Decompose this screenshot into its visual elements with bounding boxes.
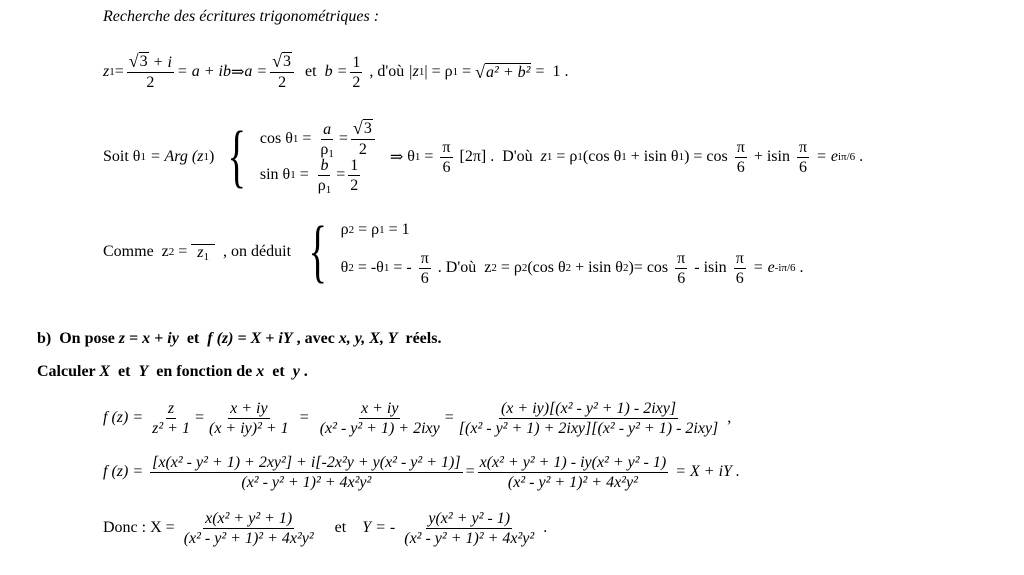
arg-text: = Arg (z — [145, 148, 204, 165]
donc-label: Donc : X = — [103, 519, 179, 536]
on-deduit-text: , on déduit — [215, 243, 296, 260]
numerator: x(x² + y² + 1) - iy(x² + y² - 1) — [479, 453, 667, 471]
numerator: z — [167, 399, 175, 417]
section-title-text: Recherche des écritures trigonométriques : — [103, 8, 380, 25]
equals-one: = 1 . — [531, 63, 569, 80]
denominator: 6 — [442, 158, 451, 176]
b-equals: b = — [324, 63, 348, 80]
numerator: π — [677, 249, 686, 267]
denominator: 6 — [420, 269, 429, 287]
f-definition: f (z) = X + iY — [207, 330, 293, 347]
modulus-close: | = ρ — [424, 63, 453, 80]
pi-over-6 — [419, 249, 431, 288]
fz-expansion-line-1: f (z) = $\frac{z}{\text{z² + 1}}$ = $\frac{x + iy}{\text{(x + iy)² + 1}}$ = $\frac{x + iy}{\text{(x² - y² + 1) + 2ixy}}$ = $\frac{\text{(x + iy)[(x² - y² + 1) - 2ixy]}}{\text{[(x² - y² + 1) + 2ixy][(x² - y² + 1) - 2ixy]}}$ , — [103, 399, 732, 437]
numerator: b — [320, 156, 329, 174]
b-over-rho — [316, 156, 333, 195]
z1-conjugate — [191, 244, 215, 261]
z-over-z2plus1 — [150, 399, 192, 438]
z2-line: Comme z 2 = $z_1$ , on déduit { ρ 2 = ρ 1 = 1 θ 2 = -θ 1 = - $\frac{\pi}{6}$ . D'où z 2 = ρ 2 (cos θ 2 + isin θ 2 )= cos $\frac{\pi}{6}$ - isin $\frac{\pi}{6}$ = e -iπ/6 . — [103, 213, 804, 290]
cos-text: ) = cos — [684, 148, 732, 165]
denominator: 2 — [350, 176, 359, 194]
part-b-heading — [37, 330, 441, 348]
comme-text: Comme z — [103, 243, 169, 260]
X-fraction — [182, 509, 316, 548]
z1-definition-line: z 1 = √ 3 + i 2 = a + ib ⇒ a = √ 3 2 et b = $\frac{1}{2}$ , d'où |z 1 | = ρ 1 = √ a² + b² = 1 . — [103, 51, 569, 91]
et-word: et — [318, 519, 363, 536]
Y-lhs: Y = - — [362, 519, 400, 536]
conjugate-fraction — [457, 399, 720, 438]
equals-one: = 1 — [384, 221, 410, 238]
fz-expansion-line-2: f (z) = $\frac{\text{[x(x² - y² + 1) + 2xy²] + i[-2x²y + y(x² - y² + 1)]}}{\text{(x² - y² + 1)² + 4x²y²}}$ = $\frac{\text{x(x² + y² + 1) - iy(x² + y² - 1)}}{\text{(x² - y² + 1)² + 4x²y²}}$ = X + iY . — [103, 453, 740, 491]
z-definition: z = x + iy — [118, 330, 179, 347]
denominator: 2 — [352, 73, 361, 91]
z-symbol: z — [197, 243, 204, 261]
isin-text: - isin — [690, 259, 731, 276]
a-equals: a = — [244, 63, 268, 80]
denominator: (x² - y² + 1)² + 4x²y² — [183, 529, 314, 547]
z1-symbol: z — [103, 63, 110, 80]
numerator: (x + iy)[(x² - y² + 1) - 2ixy] — [500, 399, 677, 417]
rho-eq: = ρ — [354, 221, 380, 238]
denominator: (x + iy)² + 1 — [208, 419, 289, 437]
cos-theta: cos θ — [259, 130, 293, 147]
rho: ρ — [340, 221, 349, 238]
denominator: 2 — [278, 74, 287, 91]
left-brace: { — [308, 213, 328, 290]
en-fonction-text: en fonction de — [148, 363, 257, 380]
period: . — [855, 148, 864, 165]
modulus-open: |z — [408, 63, 419, 80]
sqrt-content: a² + b² — [486, 63, 531, 81]
reels-word: réels. — [397, 330, 442, 347]
arg-close: ) — [208, 148, 215, 165]
denominator: (x² - y² + 1)² + 4x²y² — [507, 473, 638, 491]
calc-heading — [37, 363, 308, 381]
cos-text: )= cos — [628, 259, 673, 276]
y-symbol: y — [292, 363, 300, 380]
dou-word: , d'où — [365, 63, 409, 80]
one-over-2 — [348, 156, 360, 195]
section-title — [103, 8, 379, 26]
numerator: y(x² + y² - 1) — [428, 509, 511, 527]
numerator: x + iy — [361, 399, 399, 417]
fz-lhs: f (z) = — [103, 463, 148, 480]
a-plus-ib: = a + ib — [176, 63, 231, 80]
pi-over-6 — [797, 138, 809, 177]
pi-over-6 — [675, 249, 687, 288]
X-symbol: X — [99, 363, 111, 380]
period: . — [539, 519, 548, 536]
b-fraction — [350, 53, 362, 92]
numerator: [x(x² - y² + 1) + 2xy²] + i[-2x²y + y(x² - y² + 1)] — [152, 453, 461, 471]
denominator: (x² - y² + 1)² + 4x²y² — [404, 529, 535, 547]
sqrt-3: 3 — [283, 53, 292, 70]
numerator: 1 — [352, 53, 361, 71]
pi-over-6 — [440, 138, 452, 177]
denominator: 6 — [736, 158, 745, 176]
cos-part: (cos θ — [527, 259, 566, 276]
subscript: 1 — [203, 250, 210, 263]
numerator: π — [420, 249, 429, 267]
numerator: π — [442, 138, 451, 156]
Y-symbol: Y — [138, 363, 149, 380]
et-word: et — [178, 330, 208, 347]
rho-theta-system: ρ 2 = ρ 1 = 1 θ 2 = -θ 1 = - $\frac{\pi}{6}$ . D'où z 2 = ρ 2 (cos θ 2 + isin θ 2 )= cos $\frac{\pi}{6}$ - isin $\frac{\pi}{6}$ = e -iπ/6 . — [340, 221, 804, 287]
denominator: 6 — [677, 269, 686, 287]
et-word: et — [264, 363, 293, 380]
calc-label: Calculer — [37, 363, 100, 380]
avec-word: , avec — [292, 330, 339, 347]
period: . — [795, 259, 804, 276]
denominator: (x² - y² + 1)² + 4x²y² — [241, 473, 372, 491]
left-brace: { — [227, 118, 247, 195]
real-imag-fraction — [150, 453, 462, 492]
comma: , — [723, 409, 732, 426]
exp-base: = e — [748, 259, 775, 276]
exp-base: = e — [812, 148, 838, 165]
equals-X-plus-iY: = X + iY . — [671, 463, 740, 480]
equals: = — [458, 63, 476, 80]
z1-fraction: √ 3 + i 2 — [128, 51, 172, 91]
subscript: 1 — [328, 147, 334, 160]
theta-symbol: θ — [340, 259, 349, 276]
period: . — [299, 363, 308, 380]
numerator: x(x² + y² + 1) — [205, 509, 293, 527]
denominator: [(x² - y² + 1) + 2ixy][(x² - y² + 1) - 2ixy] — [458, 419, 719, 437]
x-symbol: x — [256, 363, 265, 380]
et-word: et — [297, 63, 325, 80]
sqrt3-over-2: √ 3 2 — [351, 119, 375, 159]
denominator: 2 — [146, 74, 155, 91]
implies-arrow: ⇒ — [389, 149, 404, 166]
minus: = - — [389, 259, 416, 276]
sin-theta: sin θ — [259, 166, 291, 183]
et-word: et — [110, 363, 139, 380]
denominator: 6 — [799, 158, 807, 176]
plus-i: + i — [148, 54, 172, 71]
theta-eq: = -θ — [353, 259, 384, 276]
trig-system: cos θ 1 = $\frac{a}{\rho_1}$ = √ 3 2 sin θ 1 = $\frac{b}{\rho_1}$ = $\frac{1}{2}$ — [260, 121, 378, 193]
denominator: 6 — [735, 269, 744, 287]
soit-word: Soit — [103, 148, 133, 165]
a-fraction: √ 3 2 — [270, 52, 294, 92]
denominator: (x² - y² + 1) + 2ixy — [319, 419, 440, 437]
variables: x, y, X, Y — [338, 330, 398, 347]
xiy-fraction — [207, 399, 291, 438]
part-b-label: b) On pose — [37, 330, 119, 347]
Y-fraction — [402, 509, 536, 548]
rho: ρ — [317, 176, 326, 194]
denominator: z² + 1 — [152, 419, 190, 437]
isin-part: + isin θ — [571, 259, 623, 276]
z1-symbol: z — [540, 148, 547, 165]
sqrt-3: 3 — [139, 53, 148, 70]
numerator: a — [323, 120, 332, 138]
isin-part: + isin θ — [626, 148, 679, 165]
rho-expr: = ρ — [552, 148, 578, 165]
a-over-rho — [318, 120, 335, 159]
equals: = — [114, 63, 124, 80]
donc-line — [103, 506, 547, 550]
rho-expr: = ρ — [496, 259, 522, 276]
expanded-fraction — [318, 399, 442, 438]
theta-symbol: θ — [132, 148, 141, 165]
fz-lhs: f (z) = — [103, 409, 148, 426]
equals: = — [174, 243, 192, 260]
mod-2pi-text: [2π] . D'où — [455, 148, 541, 165]
cos-part: (cos θ — [582, 148, 622, 165]
modulus-sqrt: √ a² + b² — [475, 61, 531, 82]
numerator: x + iy — [230, 399, 268, 417]
implies-arrow: ⇒ — [230, 64, 245, 81]
numerator: π — [735, 249, 744, 267]
pi-over-6 — [735, 138, 747, 177]
subscript: 1 — [325, 183, 332, 196]
theta1-line: Soit θ 1 = Arg (z 1 ) { cos θ 1 = $\frac{a}{\rho_1}$ = √ 3 2 sin θ 1 = $\frac{b}{\rho_1}$ = $\frac{1}{2}$ ⇒ θ 1 = $\frac{\pi}{6}$ [2π] . D'où z 1 = ρ 1 (cos θ 1 + isin θ 1 ) = cos $\frac{\pi}{6}$ + isin $\frac{\pi}{6}$ = e iπ/6 . — [103, 118, 864, 196]
numerator: π — [736, 138, 745, 156]
sqrt-3: 3 — [363, 120, 372, 137]
isin-text: + isin — [749, 148, 794, 165]
simplified-fraction — [478, 453, 669, 492]
numerator: π — [798, 138, 808, 156]
rho: ρ — [320, 140, 329, 158]
dou-text: . D'où z — [433, 259, 492, 276]
numerator: 1 — [350, 156, 359, 174]
denominator: 2 — [358, 141, 367, 158]
theta-symbol: θ — [403, 148, 415, 165]
pi-over-6 — [734, 249, 746, 288]
